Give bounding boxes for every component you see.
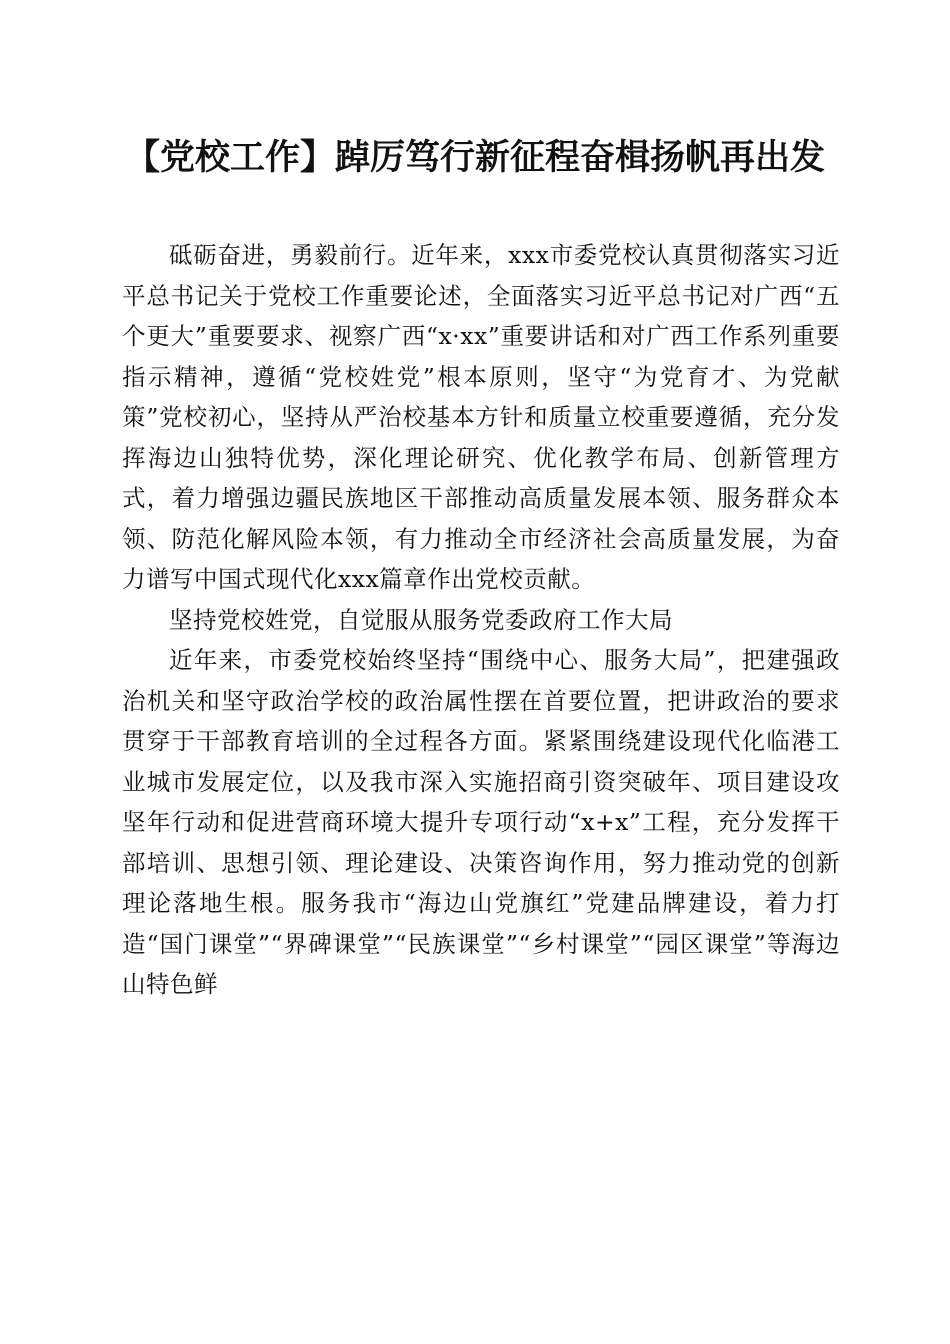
paragraph-intro: 砥砺奋进，勇毅前行。近年来，xxx市委党校认真贯彻落实习近平总书记关于党校工作重要论述，全面落实习近平总书记对广西“五个更大”重要要求、视察广西“x·xx”重要讲话和对广西工作系列重要指示精神，遵循“党校姓党”根本原则，坚守“为党育才、为党献策”党校初心，坚持从严治校基本方针和质量立校重要遵循，充分发挥海边山独特优势，深化理论研究、优化教学布局、创新管理方式，着力增强边疆民族地区干部推动高质量发展本领、服务群众本领、防范化解风险本领，有力推动全市经济社会高质量发展，为奋力谱写中国式现代化xxx篇章作出党校贡献。 [122,241,840,593]
paragraph-section-body: 近年来，市委党校始终坚持“围绕中心、服务大局”，把建强政治机关和坚守政治学校的政治属性摆在首要位置，把讲政治的要求贯穿于干部教育培训的全过程各方面。紧紧围绕建设现代化临港工业城市发展定位，以及我市深入实施招商引资突破年、项目建设攻坚年行动和促进营商环境大提升专项行动“x+x”工程，充分发挥干部培训、思想引领、理论建设、决策咨询作用，努力推动党的创新理论落地生根。服务我市“海边山党旗红”党建品牌建设，着力打造“国门课堂”“界碑课堂”“民族课堂”“乡村课堂”“园区课堂”等海边山特色鲜 [122,646,840,998]
document-body [122,235,840,1005]
document-title: 【党校工作】踔厉笃行新征程奋楫扬帆再出发 [124,138,825,178]
section-heading: 坚持党校姓党，自觉服从服务党委政府工作大局 [169,605,673,634]
